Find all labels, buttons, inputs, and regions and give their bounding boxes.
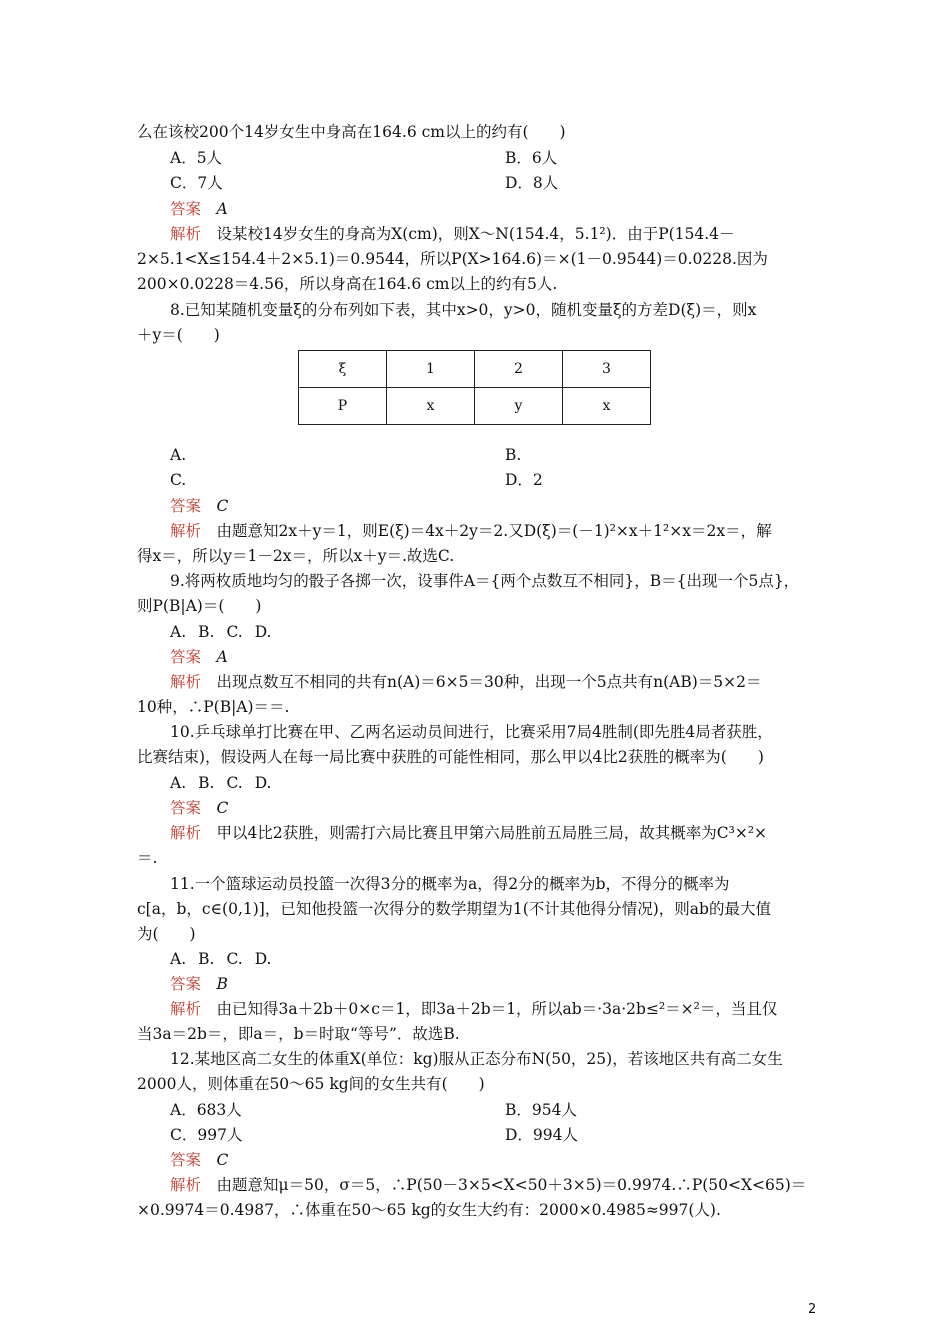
q7-answer [170, 199, 860, 219]
answer-value: A [216, 200, 228, 218]
q7-option-b: B．6人 [505, 149, 558, 167]
answer-label: 答案 [170, 200, 202, 218]
q12-option-d: D．994人 [505, 1126, 579, 1144]
q8-option-b: B. [505, 446, 522, 464]
q7-option-c: C．7人 [170, 174, 223, 192]
q7-option-d: D．8人 [505, 174, 559, 192]
q10-analysis-line-2: ＝. [137, 849, 158, 867]
q11-options [170, 949, 860, 969]
q7-option-a: A．5人 [170, 149, 223, 167]
q8-option-c: C. [170, 471, 187, 489]
answer-value: C [216, 497, 229, 515]
table-cell: x [563, 388, 651, 425]
q10-stem-line-1: 10.乒乓球单打比赛在甲、乙两名运动员间进行，比赛采用7局4胜制(即先胜4局者获胜， [170, 723, 773, 741]
analysis-label: 解析 [170, 673, 202, 691]
distribution-table [298, 350, 651, 425]
q8-option-d: D．2 [505, 471, 543, 489]
q9-analysis-line-2: 10种，∴P(B|A)＝＝. [137, 698, 290, 716]
q9-analysis-line-1 [170, 672, 860, 692]
q12-option-b: B．954人 [505, 1101, 577, 1119]
option-c: C. [226, 623, 243, 641]
q8-option-a: A. [170, 446, 187, 464]
table-cell: 3 [563, 351, 651, 388]
q9-options [170, 622, 860, 642]
analysis-label: 解析 [170, 1176, 202, 1194]
analysis-label: 解析 [170, 824, 202, 842]
q7-analysis-line-1 [170, 224, 860, 244]
q9-stem-line-1: 9.将两枚质地均匀的骰子各掷一次，设事件A＝{两个点数互不相同}，B＝{出现一个5点}， [170, 572, 800, 590]
q12-option-a: A．683人 [170, 1101, 242, 1119]
option-d: D. [254, 950, 272, 968]
answer-value: C [216, 1151, 229, 1169]
analysis-label: 解析 [170, 522, 202, 540]
analysis-text: 设某校14岁女生的身高为X(cm)，则X～N(154.4，5.1²)．由于P(154.4－ [216, 225, 735, 243]
answer-label: 答案 [170, 1151, 202, 1169]
table-cell: ξ [299, 351, 387, 388]
page-number: 2 [808, 1302, 817, 1317]
option-b: B. [198, 950, 215, 968]
analysis-text: 由已知得3a＋2b＋0×c＝1，即3a＋2b＝1，所以ab＝·3a·2b≤²＝×²＝，当且仅 [216, 1000, 778, 1018]
q10-analysis-line-1 [170, 823, 860, 843]
answer-label: 答案 [170, 799, 202, 817]
q8-stem-line-2: ＋y＝( ) [137, 326, 220, 344]
analysis-text: 出现点数互不相同的共有n(A)＝6×5＝30种，出现一个5点共有n(AB)＝5×2＝ [216, 673, 762, 691]
answer-value: C [216, 799, 229, 817]
answer-label: 答案 [170, 497, 202, 515]
analysis-text: 由题意知μ＝50，σ＝5，∴P(50－3×5<X<50＋3×5)＝0.9974.∴P(50<X<65)＝ [216, 1176, 807, 1194]
analysis-label: 解析 [170, 1000, 202, 1018]
q12-analysis-line-2: ×0.9974＝0.4987，∴体重在50～65 kg的女生大约有：2000×0.4985≈997(人). [137, 1201, 721, 1219]
q9-stem-line-2: 则P(B|A)＝( ) [137, 597, 262, 615]
option-c: C. [226, 774, 243, 792]
q11-analysis-line-1 [170, 999, 860, 1019]
answer-value: A [216, 648, 228, 666]
q10-stem-line-2: 比赛结束)，假设两人在每一局比赛中获胜的可能性相同，那么甲以4比2获胜的概率为( ) [137, 748, 764, 766]
q10-answer [170, 798, 860, 818]
q9-answer [170, 647, 860, 667]
table-cell: x [387, 388, 475, 425]
q10-options [170, 773, 860, 793]
table-cell: P [299, 388, 387, 425]
table-cell: y [475, 388, 563, 425]
q12-option-c: C．997人 [170, 1126, 243, 1144]
answer-value: B [216, 975, 228, 993]
option-b: B. [198, 774, 215, 792]
q7-analysis-line-2: 2×5.1<X≤154.4＋2×5.1)＝0.9544，所以P(X>164.6)＝×(1－0.9544)＝0.0228.因为 [137, 250, 768, 268]
table-cell: 2 [475, 351, 563, 388]
q11-stem-line-1: 11.一个篮球运动员投篮一次得3分的概率为a，得2分的概率为b，不得分的概率为 [170, 875, 730, 893]
analysis-text: 由题意知2x＋y＝1，则E(ξ)＝4x＋2y＝2.又D(ξ)＝(－1)²×x＋1²×x＝2x＝，解 [216, 522, 772, 540]
analysis-label: 解析 [170, 225, 202, 243]
answer-label: 答案 [170, 648, 202, 666]
table-cell: 1 [387, 351, 475, 388]
q11-answer [170, 974, 860, 994]
q12-stem-line-1: 12.某地区高二女生的体重X(单位：kg)服从正态分布N(50，25)，若该地区共有高二女生 [170, 1050, 783, 1068]
option-a: A. [170, 623, 187, 641]
q8-answer [170, 496, 860, 516]
q8-analysis-line-1 [170, 521, 860, 541]
q7-stem: 么在该校200个14岁女生中身高在164.6 cm以上的约有( ) [137, 123, 566, 141]
q12-stem-line-2: 2000人，则体重在50～65 kg间的女生共有( ) [137, 1075, 485, 1093]
option-a: A. [170, 950, 187, 968]
option-d: D. [254, 774, 272, 792]
analysis-text: 甲以4比2获胜，则需打六局比赛且甲第六局胜前五局胜三局，故其概率为C³×²× [216, 824, 768, 842]
option-c: C. [226, 950, 243, 968]
q11-analysis-line-2: 当3a＝2b＝，即a＝，b＝时取“等号”．故选B. [137, 1025, 460, 1043]
q11-stem-line-2: c[a，b，c∈(0,1)]，已知他投篮一次得分的数学期望为1(不计其他得分情况)，则ab的最大值 [137, 900, 771, 918]
option-d: D. [254, 623, 272, 641]
answer-label: 答案 [170, 975, 202, 993]
q11-stem-line-3: 为( ) [137, 925, 196, 943]
q8-analysis-line-2: 得x＝，所以y＝1－2x＝，所以x＋y＝.故选C. [137, 547, 455, 565]
option-a: A. [170, 774, 187, 792]
q12-analysis-line-1 [170, 1175, 860, 1195]
q7-analysis-line-3: 200×0.0228＝4.56，所以身高在164.6 cm以上的约有5人. [137, 275, 558, 293]
q8-stem-line-1: 8.已知某随机变量ξ的分布列如下表，其中x>0，y>0，随机变量ξ的方差D(ξ)＝，则x [170, 301, 757, 319]
option-b: B. [198, 623, 215, 641]
table-row [299, 351, 651, 388]
q12-answer [170, 1150, 860, 1170]
table-row [299, 388, 651, 425]
